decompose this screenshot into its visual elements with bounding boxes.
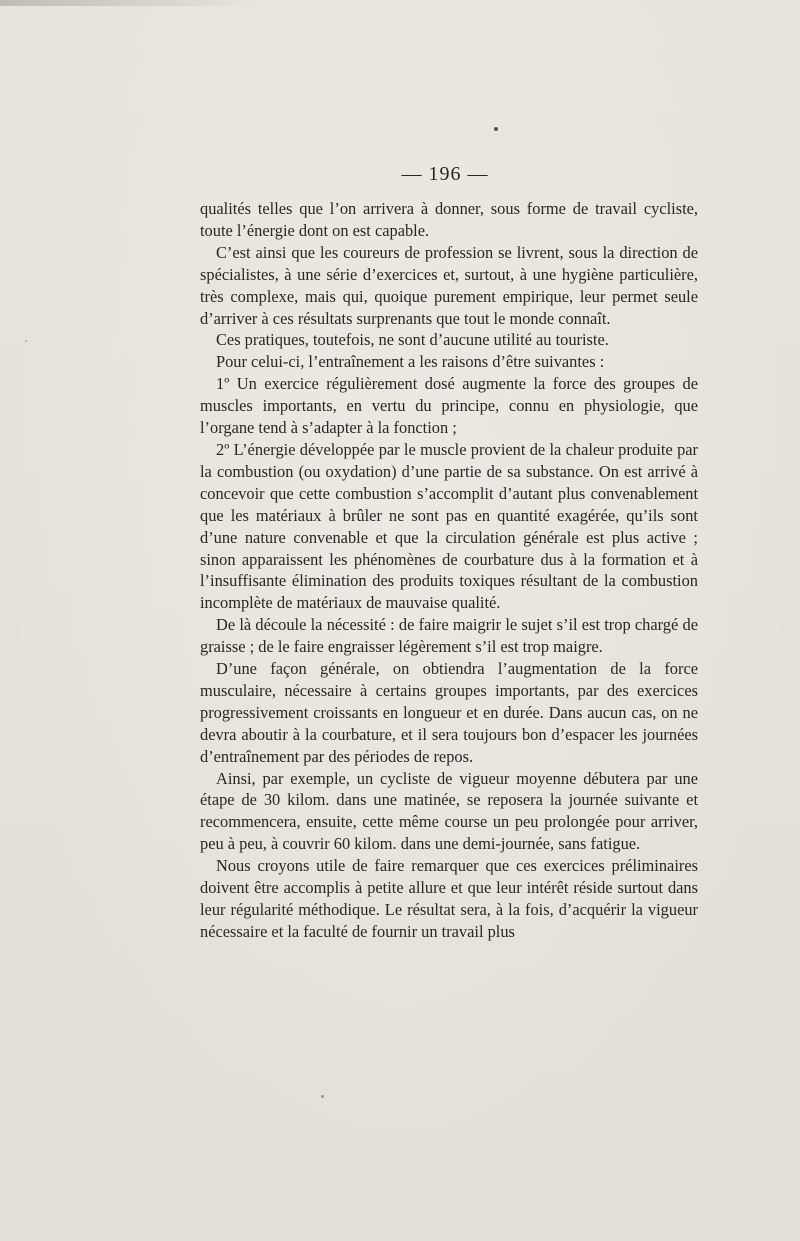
page-number: — 196 — (401, 163, 489, 185)
paragraph: Ces pratiques, toutefois, ne sont d’aucune utilité au touriste. (216, 330, 609, 350)
paragraph: 1º Un exercice régulièrement dosé augmente la force des groupes de muscles importants, en vertu du principe, connu en physiologie, que l’organe tend à s’adapter à la fonction ; (200, 374, 698, 438)
paragraph: Nous croyons utile de faire remarquer que ces exercices préliminaires doivent être accomplis à petite allure et que leur intérêt réside surtout dans leur régularité méthodique. Le résultat sera, à la fois, d’acquérir la vigueur nécessaire et la faculté de fournir un travail plus (200, 856, 698, 941)
ink-speck (494, 127, 498, 131)
scan-edge-line (0, 0, 260, 6)
paragraph: 2º L’énergie développée par le muscle provient de la chaleur produite par la combustion (ou oxydation) d’une partie de sa substance. On est arrivé à concevoir que cette combustion s’accomplit d’autant plus convenablement que les matériaux à brûler ne sont pas en quantité exagérée, qu’ils sont d’une nature convenable et que la circulation générale est plus active ; sinon apparaissent les phénomènes de courbature dus à la formation et à l’insuffisante élimination des produits toxiques résultant de la combustion incomplète de matériaux de mauvaise qualité. (200, 439, 698, 613)
paragraph: Pour celui-ci, l’entraînement a les raisons d’être suivantes : (216, 352, 605, 372)
paragraph: qualités telles que l’on arrivera à donner, sous forme de travail cycliste, toute l’énergie dont on est capable. (200, 199, 698, 240)
ink-speck (321, 1095, 324, 1098)
paragraph: De là découle la nécessité : de faire maigrir le sujet s’il est trop chargé de graisse ; de le faire engraisser légèrement s’il est trop maigre. (200, 615, 698, 657)
paragraph: Ainsi, par exemple, un cycliste de vigueur moyenne débutera par une étape de 30 kilom. dans une matinée, se reposera la journée suivante et recommencera, ensuite, cette même course un peu prolongée pour arriver, peu à peu, à couvrir 60 kilom. dans une demi-journée, sans fatigue. (200, 768, 698, 854)
body-text (200, 198, 698, 943)
ink-speck (25, 340, 27, 342)
paragraph: C’est ainsi que les coureurs de profession se livrent, sous la direction de spécialistes, à une série d’exercices et, surtout, à une hygiène particulière, très complexe, mais qui, quoique purement empirique, leur permet seule d’arriver à ces résultats surprenants que tout le monde connaît. (200, 242, 698, 328)
paragraph: D’une façon générale, on obtiendra l’augmentation de la force musculaire, nécessaire à certains groupes importants, par des exercices progressivement croissants en longueur et en durée. Dans aucun cas, on ne devra aboutir à la courbature, et il sera toujours bon d’espacer les journées d’entraînement par des périodes de repos. (200, 659, 698, 766)
